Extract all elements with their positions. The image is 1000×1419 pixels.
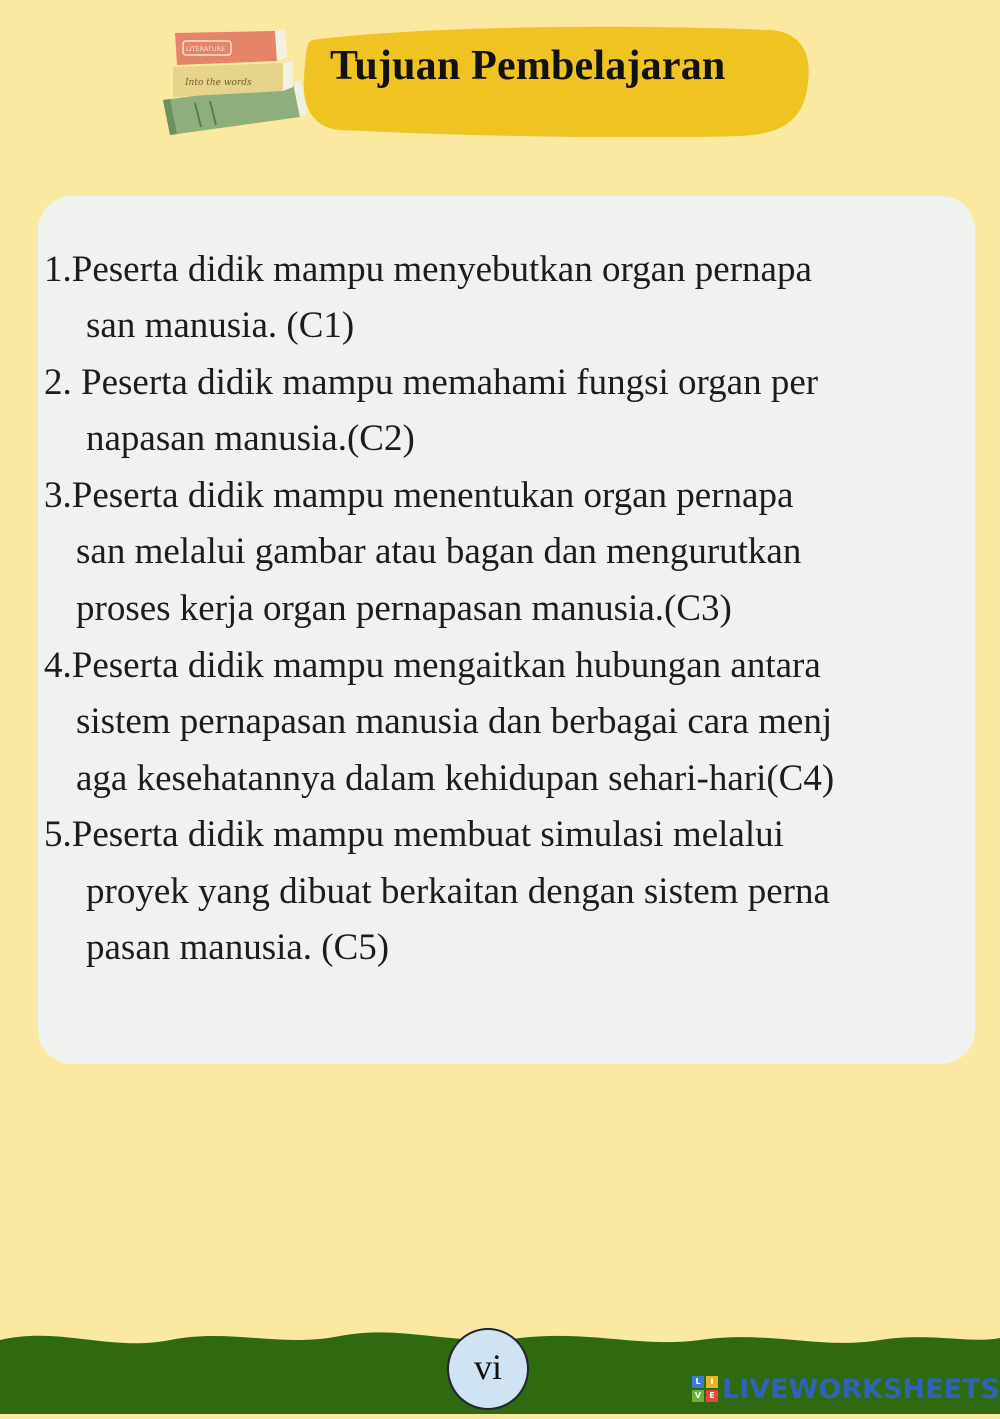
objective-5-line-1: 5.Peserta didik mampu membuat simulasi melalui [44, 814, 784, 855]
objective-1-line-1: 1.Peserta didik mampu menyebutkan organ pernapa [44, 249, 812, 290]
book-label-middle: Into the words [185, 78, 252, 88]
objective-4-line-1: 4.Peserta didik mampu mengaitkan hubungan antara [44, 645, 821, 686]
objective-2-line-1: 2. Peserta didik mampu memahami fungsi organ per [44, 362, 819, 403]
objective-4-line-3: aga kesehatannya dalam kehidupan sehari-hari(C4) [76, 758, 835, 799]
book-label-top: LITERATURE [186, 45, 226, 53]
objective-3-line-2: san melalui gambar atau bagan dan mengurutkan [76, 531, 802, 572]
objective-3-line-3: proses kerja organ pernapasan manusia.(C3) [76, 588, 732, 629]
brand-name: LIVEWORKSHEETS [722, 1373, 1000, 1405]
books-icon [155, 25, 315, 140]
page-title: Tujuan Pembelajaran [330, 43, 726, 89]
liveworksheets-grid-icon: L I V E [692, 1376, 718, 1402]
objective-5-line-3: pasan manusia. (C5) [86, 927, 390, 968]
objective-3-line-1: 3.Peserta didik mampu menentukan organ pernapa [44, 475, 794, 516]
objective-1-line-2: san manusia. (C1) [86, 305, 355, 346]
liveworksheets-logo [692, 1372, 1000, 1406]
objective-4-line-2: sistem pernapasan manusia dan berbagai cara menj [76, 701, 833, 742]
page-number: vi [447, 1328, 529, 1410]
objective-2-line-2: napasan manusia.(C2) [86, 418, 415, 459]
objective-5-line-2: proyek yang dibuat berkaitan dengan sistem perna [86, 871, 830, 912]
